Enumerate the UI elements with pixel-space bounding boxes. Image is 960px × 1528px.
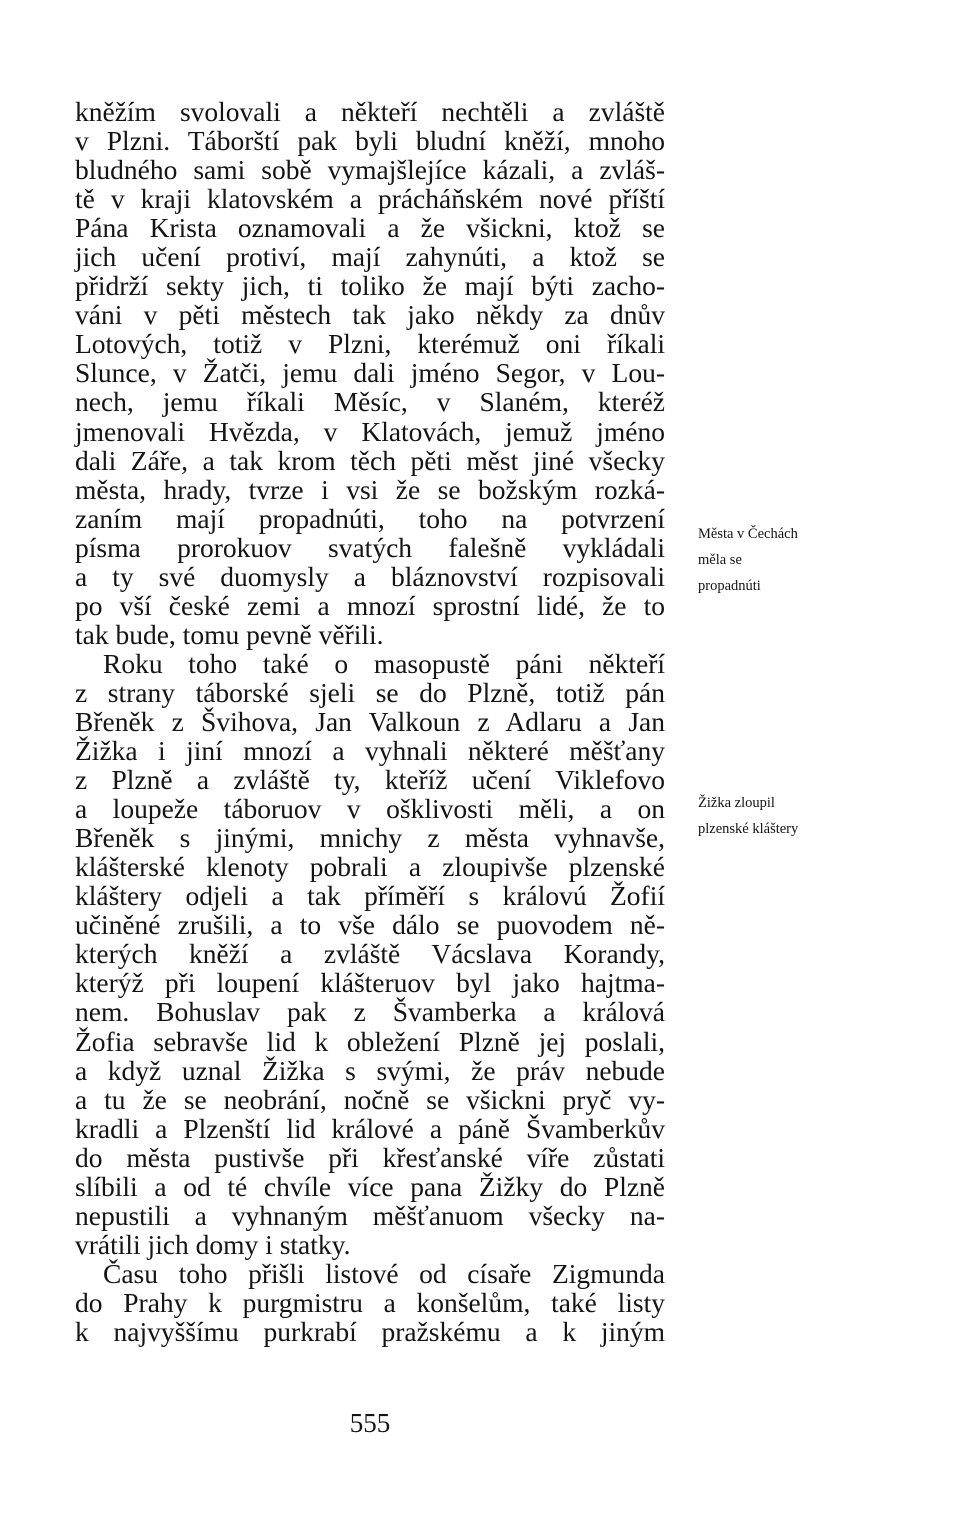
text-line: Roku toho také o masopustě páni někteří: [103, 647, 665, 679]
text-line: Žižka i jiní mnozí a vyhnali některé měšťany: [75, 735, 665, 767]
text-line: Břeněk z Švihova, Jan Valkoun z Adlaru a Jan: [75, 705, 665, 737]
margin-note-line: plzenské kláštery: [698, 821, 799, 837]
margin-note-zizka: [698, 790, 898, 842]
text-line: Pána Krista oznamovali a že všickni, ktož se: [75, 212, 665, 244]
margin-note-line: propadnúti: [698, 578, 761, 594]
text-line: v Plzni. Táborští pak byli bludní kněží, mnoho: [75, 125, 665, 157]
text-line: Břeněk s jinými, mnichy z města vyhnavše,: [75, 822, 665, 854]
text-line: Lotových, totiž v Plzni, kterémuž oni říkali: [75, 328, 665, 360]
text-line: do města pustivše při křesťanské víře zůstati: [75, 1141, 665, 1173]
margin-note-line: Města v Čechách: [698, 526, 798, 542]
text-line: jich učení protiví, mají zahynúti, a ktož se: [75, 241, 665, 273]
text-line: dali Záře, a tak krom těch pěti měst jiné všecky: [75, 444, 665, 476]
text-line: kradli a Plzenští lid králové a páně Švamberkův: [75, 1112, 665, 1144]
text-line: jmenovali Hvězda, v Klatovách, jemuž jméno: [75, 415, 665, 447]
text-line: kněžím svolovali a někteří nechtěli a zvláště: [75, 96, 665, 127]
text-line: a loupeže táboruov v ošklivosti měli, a on: [75, 793, 665, 825]
text-line: kterýž při loupení klášteruov byl jako hajtma-: [75, 967, 665, 999]
text-line: nem. Bohuslav pak z Švamberka a králová: [75, 996, 665, 1028]
text-line: vrátili jich domy i statky.: [75, 1228, 351, 1260]
text-line: bludného sami sobě vymajšlejíce kázali, a zvláš-: [75, 154, 665, 186]
text-line: do Prahy k purgmistru a konšelům, také listy: [75, 1286, 665, 1318]
text-line: tě v kraji klatovském a prácháňském nové příští: [75, 183, 665, 215]
text-line: váni v pěti městech tak jako někdy za dnův: [75, 299, 665, 331]
text-line: Žofia sebravše lid k obležení Plzně jej poslali,: [75, 1025, 665, 1057]
margin-note-line: měla se: [698, 552, 742, 568]
text-line: a tu že se neobrání, nočně se všickni pryč vy-: [75, 1083, 665, 1115]
text-line: slíbili a od té chvíle více pana Žižky do Plzně: [75, 1170, 665, 1202]
text-line: a ty své duomysly a bláznovství rozpisovali: [75, 560, 665, 592]
text-line: a když uznal Žižka s svými, že práv nebude: [75, 1054, 665, 1086]
text-line: přidrží sekty jich, ti toliko že mají býti zacho-: [75, 270, 665, 302]
text-line: nech, jemu říkali Měsíc, v Slaném, kteréž: [75, 386, 665, 418]
text-line: z Plzně a zvláště ty, kteříž učení Viklefovo: [75, 764, 665, 796]
main-text-block: [75, 97, 665, 1346]
text-line: k najvyššímu purkrabí pražskému a k jiným: [75, 1315, 665, 1347]
page-number: 555: [349, 1408, 391, 1438]
text-line: zaním mají propadnúti, toho na potvrzení: [75, 502, 665, 534]
margin-note-cities: [698, 521, 898, 599]
text-line: kterých kněží a zvláště Vácslava Korandy,: [75, 938, 665, 970]
text-line: tak bude, tomu pevně věřili.: [75, 618, 384, 650]
text-line: kláštery odjeli a tak příměří s královú Žofií: [75, 880, 665, 912]
text-line: klášterské klenoty pobrali a zloupivše plzenské: [75, 851, 665, 883]
text-line: Času toho přišli listové od císaře Zigmunda: [103, 1257, 665, 1289]
text-line: písma prorokuov svatých falešně vykládali: [75, 531, 665, 563]
text-line: učiněné zrušili, a to vše dálo se puovodem ně-: [75, 909, 665, 941]
text-line: z strany táborské sjeli se do Plzně, totiž pán: [75, 676, 665, 708]
text-line: po vší české zemi a mnozí sprostní lidé, že to: [75, 589, 665, 621]
text-line: Slunce, v Žatči, jemu dali jméno Segor, v Lou-: [75, 357, 665, 389]
text-line: města, hrady, tvrze i vsi že se božským rozká-: [75, 473, 665, 505]
text-line: nepustili a vyhnaným měšťanuom všecky na-: [75, 1199, 665, 1231]
margin-note-line: Žižka zloupil: [698, 795, 775, 811]
